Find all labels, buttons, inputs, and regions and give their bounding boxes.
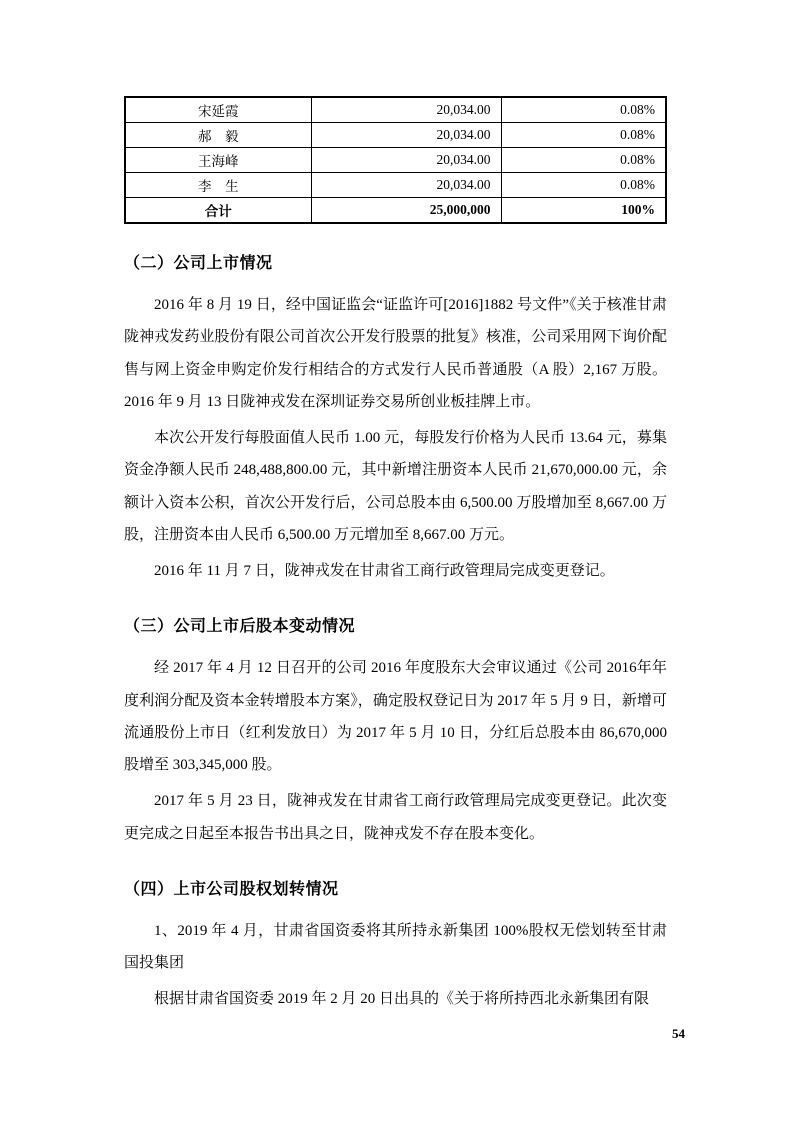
section-heading: （四）上市公司股权划转情况	[124, 880, 339, 898]
table-row	[125, 148, 666, 173]
shareholder-amount: 20,034.00	[311, 173, 501, 198]
shareholders-table	[124, 96, 667, 224]
shareholder-amount: 20,034.00	[311, 97, 501, 123]
paragraph: 2016 年 11 月 7 日，陇神戎发在甘肃省工商行政管理局完成变更登记。	[154, 563, 615, 579]
table-row	[125, 97, 666, 123]
page-number: 54	[672, 1026, 685, 1041]
paragraph: 根据甘肃省国资委 2019 年 2 月 20 日出具的《关于将所持西北永新集团有限	[154, 991, 650, 1008]
total-label: 合计	[125, 198, 311, 224]
shareholder-name: 郝 毅	[125, 123, 311, 148]
shareholder-percent: 0.08%	[501, 173, 666, 198]
shareholder-percent: 0.08%	[501, 97, 666, 123]
section-listing-status	[124, 250, 667, 587]
shareholder-percent: 0.08%	[501, 148, 666, 173]
table-row	[125, 123, 666, 148]
paragraph: 2016 年 8 月 19 日，经中国证监会“证监许可[2016]1882 号文件”《关于核准甘肃陇神戎发药业股份有限公司首次公开发行股票的批复》核准，公司采用网下询价配售与网上资金申购定价发行相结合的方式发行人民币普通股（A 股）2,167 万股。2016 年 9 月 13 日陇神戎发在深圳证券交易所创业板挂牌上市。	[124, 297, 667, 410]
section-share-capital-changes	[124, 613, 667, 850]
total-amount: 25,000,000	[311, 198, 501, 224]
shareholder-name: 宋延霞	[125, 97, 311, 123]
paragraph: 2017 年 5 月 23 日，陇神戎发在甘肃省工商行政管理局完成变更登记。此次变更完成之日起至本报告书出具之日，陇神戎发不存在股本变化。	[124, 793, 667, 842]
shareholder-name: 李 生	[125, 173, 311, 198]
section-heading: （二）公司上市情况	[124, 255, 273, 272]
table-row	[125, 173, 666, 198]
section-equity-transfer	[124, 876, 667, 1016]
total-percent: 100%	[501, 198, 666, 224]
table-total-row	[125, 198, 666, 224]
document-content	[124, 96, 667, 1020]
shareholder-amount: 20,034.00	[311, 123, 501, 148]
paragraph: 本次公开发行每股面值人民币 1.00 元，每股发行价格为人民币 13.64 元，募集资金净额人民币 248,488,800.00 元，其中新增注册资本人民币 21,670,000.00 元，余额计入资本公积，首次公开发行后，公司总股本由 6,500.00 万股增加至 8,667.00 万股，注册资本由人民币 6,500.00 万元增加至 8,667.00 万元。	[124, 430, 667, 543]
paragraph: 1、2019 年 4 月，甘肃省国资委将其所持永新集团 100%股权无偿划转至甘肃国投集团	[124, 922, 667, 971]
section-heading: （三）公司上市后股本变动情况	[124, 618, 356, 636]
shareholder-name: 王海峰	[125, 148, 311, 173]
shareholder-percent: 0.08%	[501, 123, 666, 148]
paragraph: 经 2017 年 4 月 12 日召开的公司 2016 年度股东大会审议通过《公司 2016年年度利润分配及资本金转增股本方案》，确定股权登记日为 2017 年 5 月 9 日，新增可流通股份上市日（红利发放日）为 2017 年 5 月 10 日，分红后总股本由 86,670,000 股增至 303,345,000 股。	[124, 660, 667, 773]
shareholder-amount: 20,034.00	[311, 148, 501, 173]
